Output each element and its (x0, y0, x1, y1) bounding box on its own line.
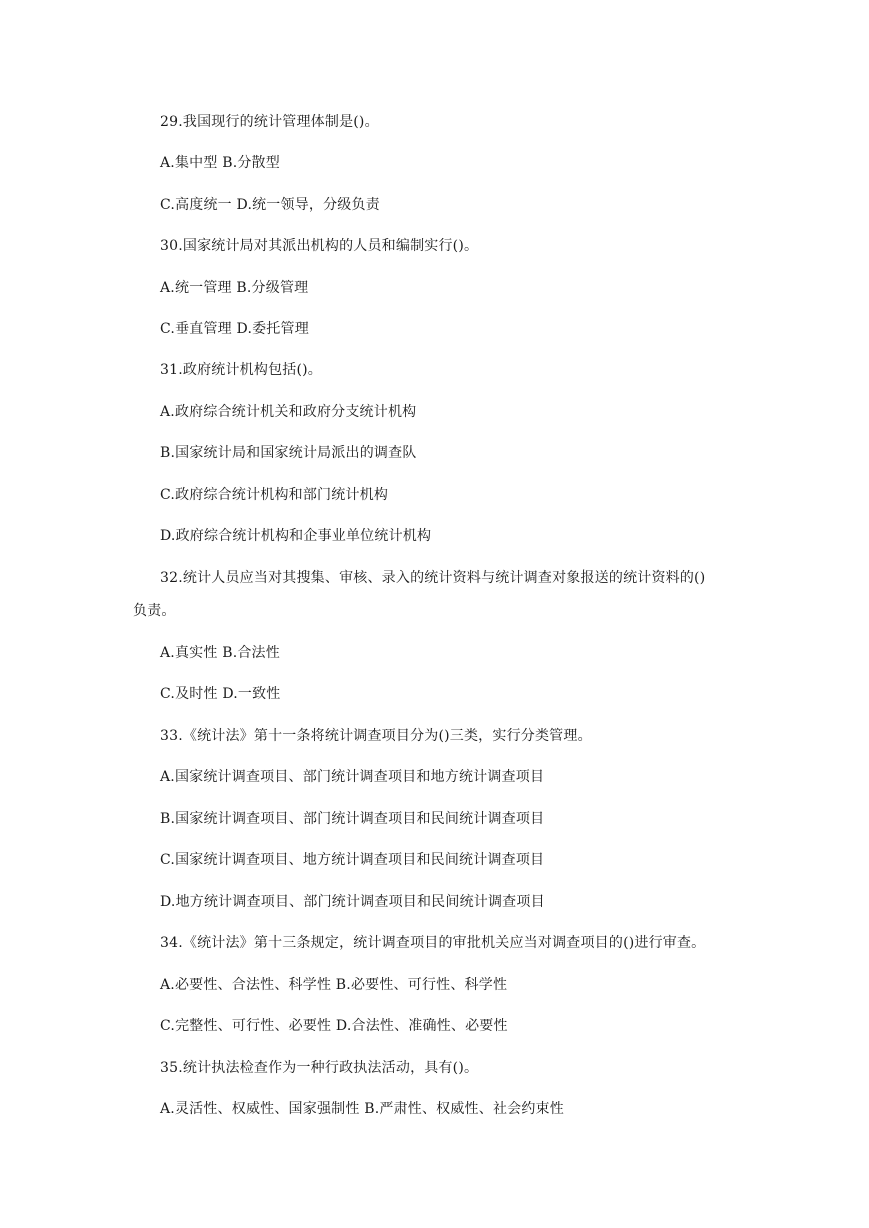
question-34-options-cd: C.完整性、可行性、必要性 D.合法性、准确性、必要性 (160, 1018, 508, 1034)
question-31: 31.政府统计机构包括()。 (160, 362, 322, 378)
question-35-options-ab: A.灵活性、权威性、国家强制性 B.严肃性、权威性、社会约束性 (160, 1101, 564, 1117)
question-31-option-b: B.国家统计局和国家统计局派出的调查队 (160, 445, 417, 461)
question-31-option-c: C.政府综合统计机构和部门统计机构 (160, 487, 389, 503)
question-31-option-a: A.政府综合统计机关和政府分支统计机构 (160, 404, 417, 420)
question-31-option-d: D.政府综合统计机构和企事业单位统计机构 (160, 528, 432, 544)
question-33-option-b: B.国家统计调查项目、部门统计调查项目和民间统计调查项目 (160, 811, 545, 827)
question-33-option-c: C.国家统计调查项目、地方统计调查项目和民间统计调查项目 (160, 852, 545, 868)
question-35: 35.统计执法检查作为一种行政执法活动，具有()。 (160, 1060, 479, 1076)
question-30-options-cd: C.垂直管理 D.委托管理 (160, 321, 309, 337)
question-33-option-d: D.地方统计调查项目、部门统计调查项目和民间统计调查项目 (160, 894, 545, 910)
question-32-options-cd: C.及时性 D.一致性 (160, 686, 281, 702)
question-29-options-ab: A.集中型 B.分散型 (160, 155, 280, 171)
question-29-options-cd: C.高度统一 D.统一领导，分级负责 (160, 197, 380, 213)
question-33-option-a: A.国家统计调查项目、部门统计调查项目和地方统计调查项目 (160, 769, 545, 785)
question-30-options-ab: A.统一管理 B.分级管理 (160, 280, 309, 296)
question-32-options-ab: A.真实性 B.合法性 (160, 645, 280, 661)
question-34-options-ab: A.必要性、合法性、科学性 B.必要性、可行性、科学性 (160, 977, 508, 993)
question-32-continued: 负责。 (133, 603, 176, 619)
question-33: 33.《统计法》第十一条将统计调查项目分为()三类，实行分类管理。 (160, 728, 592, 744)
question-34: 34.《统计法》第十三条规定，统计调查项目的审批机关应当对调查项目的()进行审查。 (160, 935, 706, 951)
question-29: 29.我国现行的统计管理体制是()。 (160, 114, 379, 130)
question-30: 30.国家统计局对其派出机构的人员和编制实行()。 (160, 238, 479, 254)
question-32: 32.统计人员应当对其搜集、审核、录入的统计资料与统计调查对象报送的统计资料的() (160, 570, 706, 586)
